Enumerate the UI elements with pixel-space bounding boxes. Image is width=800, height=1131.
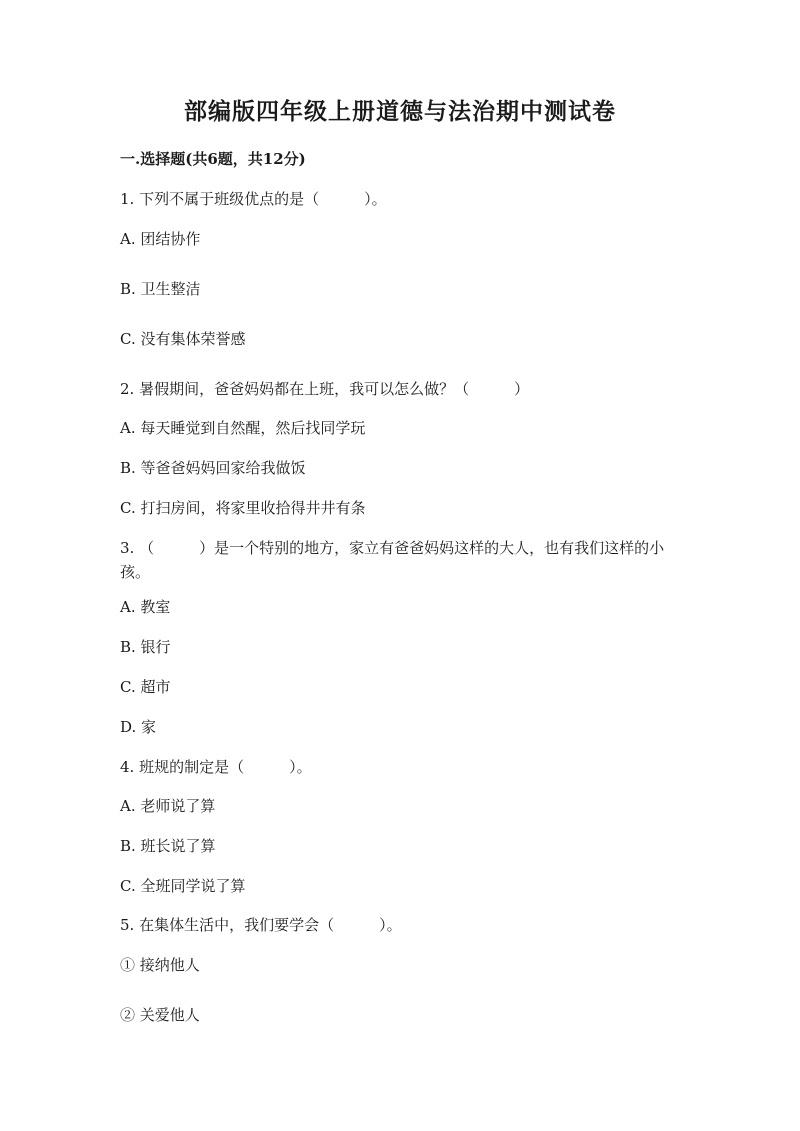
question-1-option-b: B. 卫生整洁 — [120, 280, 201, 298]
question-2-option-c: C. 打扫房间，将家里收拾得井井有条 — [120, 499, 366, 517]
question-2-stem: 2. 暑假期间，爸爸妈妈都在上班，我可以怎么做？（ ） — [120, 380, 530, 398]
question-3-option-b: B. 银行 — [120, 638, 171, 656]
question-4-option-a: A. 老师说了算 — [120, 797, 216, 815]
question-3-option-a: A. 教室 — [120, 598, 171, 616]
question-4-option-b: B. 班长说了算 — [120, 837, 216, 855]
question-3-option-c: C. 超市 — [120, 678, 171, 696]
question-2-option-b: B. 等爸爸妈妈回家给我做饭 — [120, 459, 306, 477]
page-title: 部编版四年级上册道德与法治期中测试卷 — [184, 98, 616, 125]
question-2-option-a: A. 每天睡觉到自然醒，然后找同学玩 — [120, 419, 366, 437]
question-5-option-2: ② 关爱他人 — [120, 1006, 200, 1024]
section-heading: 一.选择题(共6题，共12分) — [120, 150, 306, 168]
question-3-stem: 3. （ ）是一个特别的地方，家立有爸爸妈妈这样的大人，也有我们这样的小孩。 — [120, 539, 665, 581]
question-5-stem: 5. 在集体生活中，我们要学会（ ）。 — [120, 916, 402, 934]
question-4-stem: 4. 班规的制定是（ ）。 — [120, 758, 312, 776]
question-3-option-d: D. 家 — [120, 718, 157, 736]
question-5-option-1: ① 接纳他人 — [120, 956, 200, 974]
question-1-option-c: C. 没有集体荣誉感 — [120, 330, 246, 348]
question-4-option-c: C. 全班同学说了算 — [120, 877, 246, 895]
question-1-option-a: A. 团结协作 — [120, 230, 201, 248]
question-1-stem: 1. 下列不属于班级优点的是（ ）。 — [120, 190, 387, 208]
